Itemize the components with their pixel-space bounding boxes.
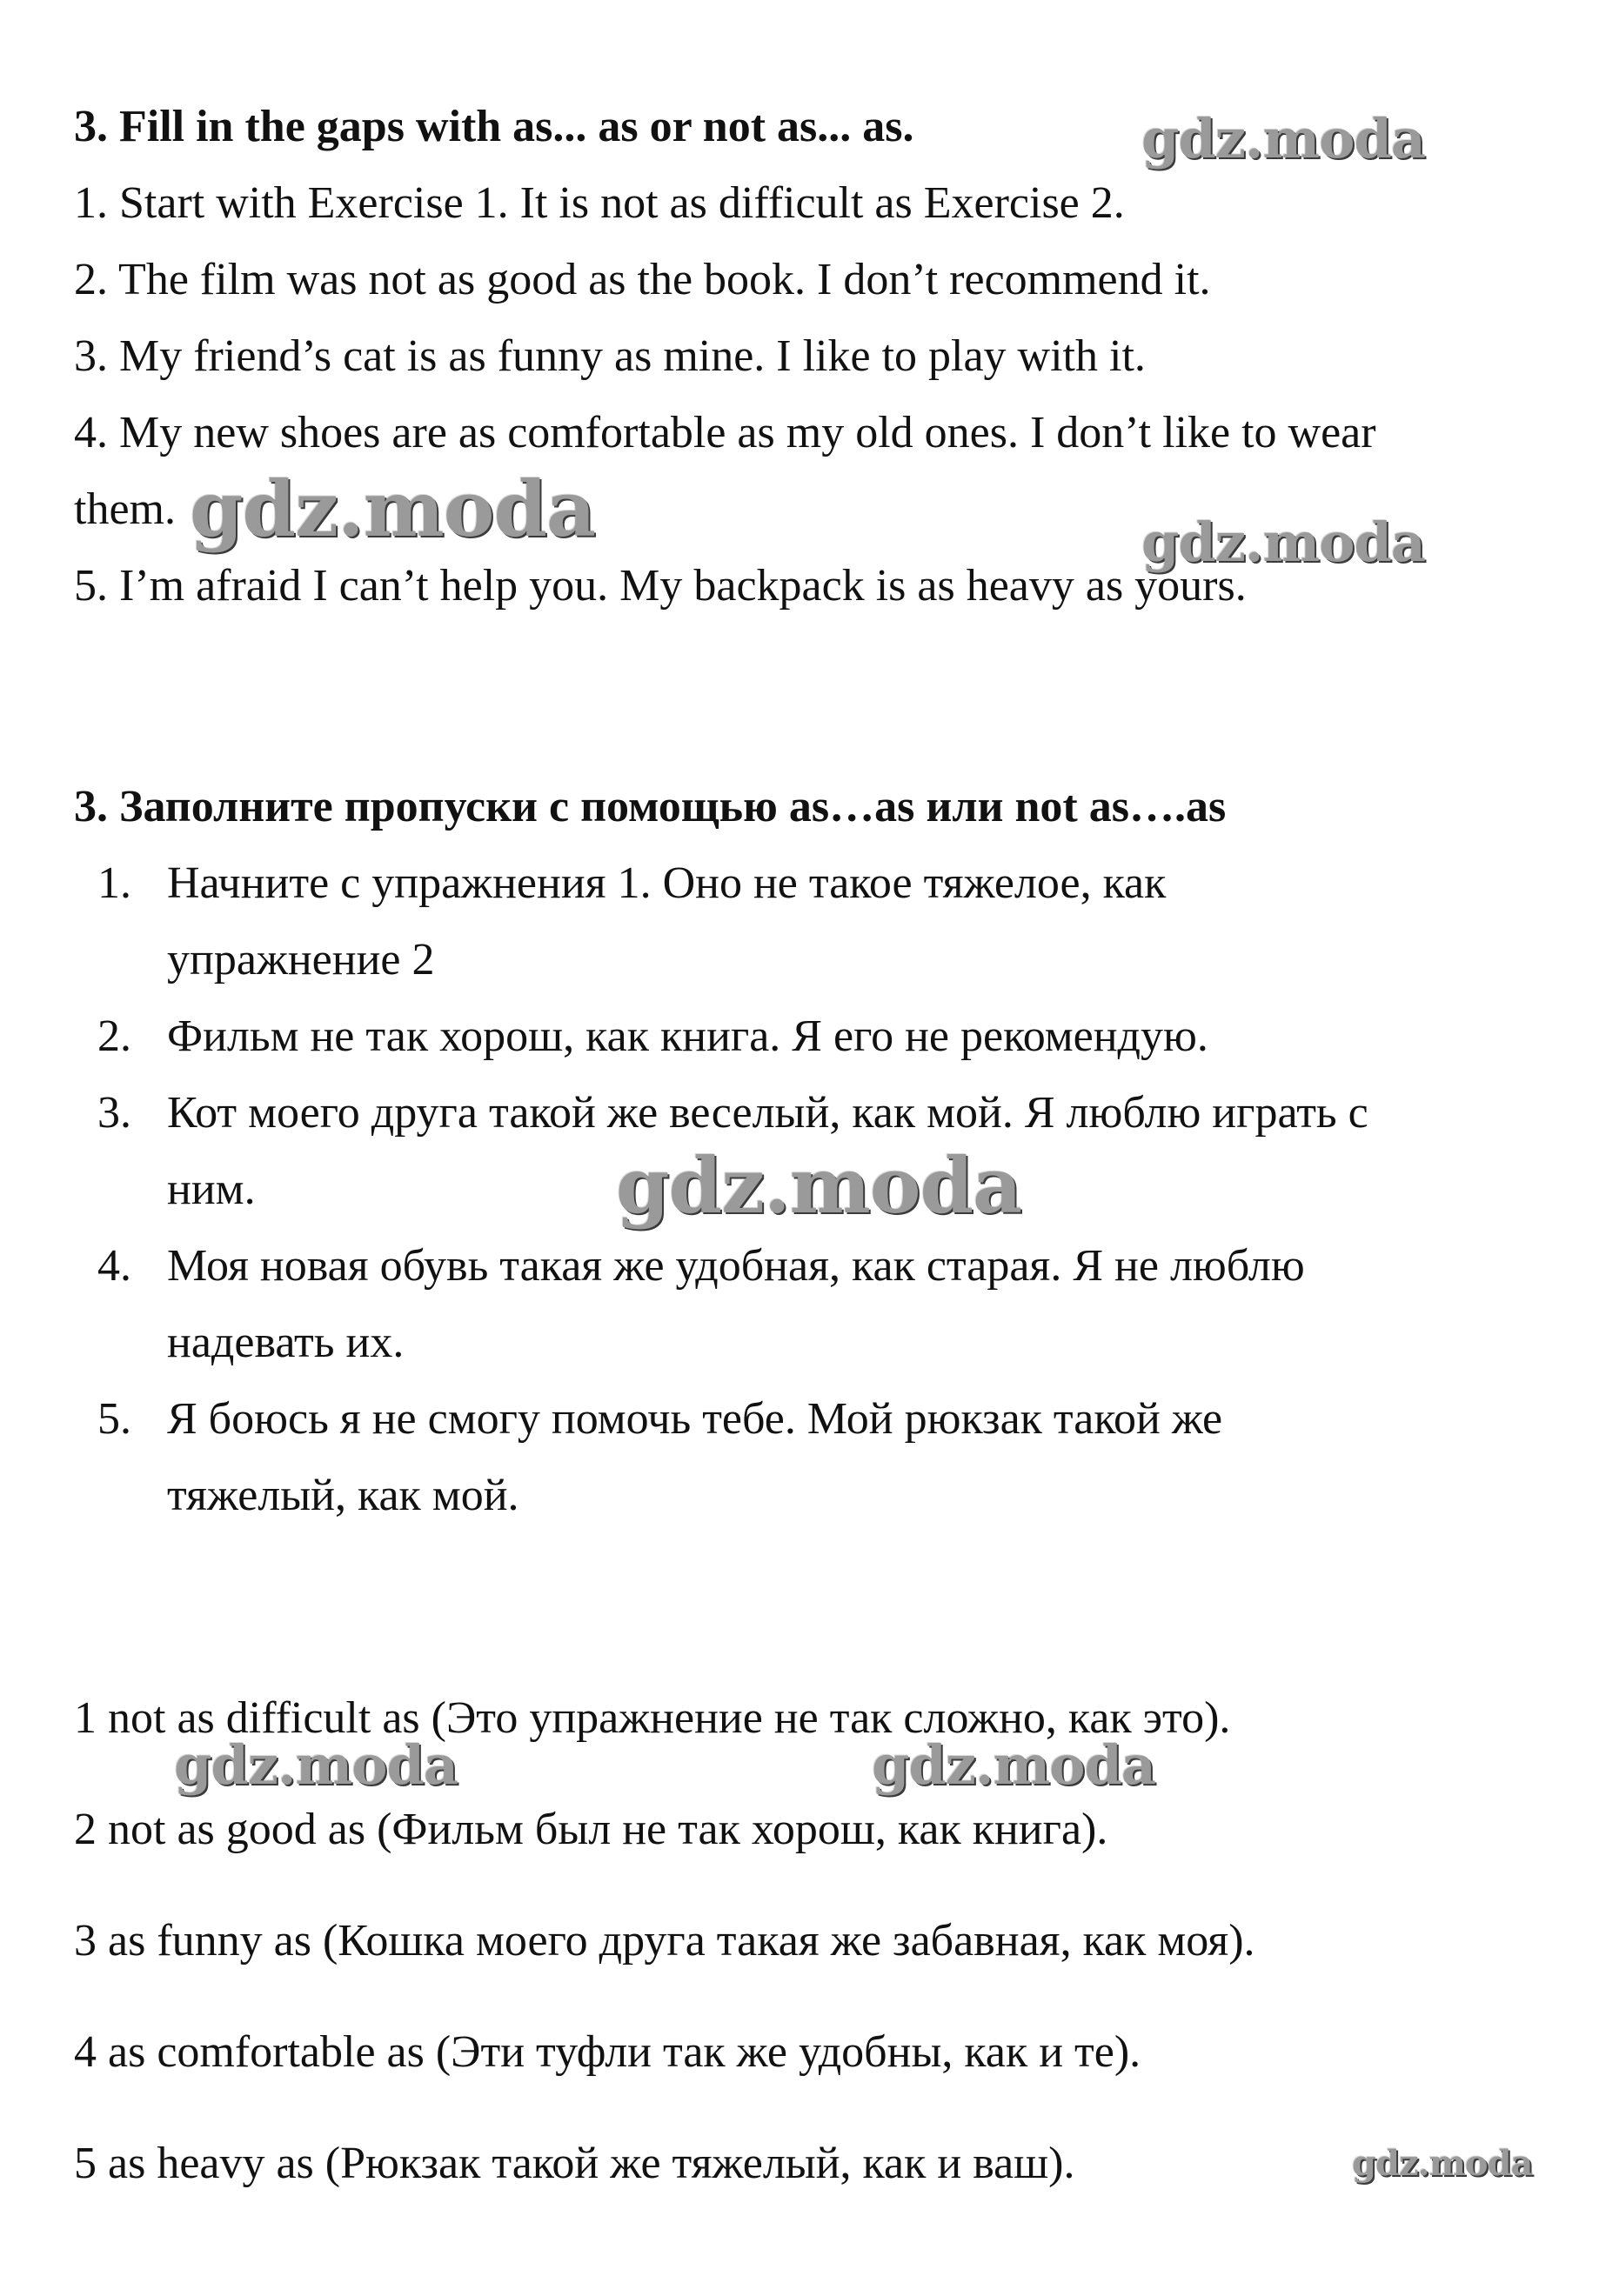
russian-item-5-line-2: тяжелый, как мой. — [167, 1471, 519, 1520]
russian-item-4-line-2: надевать их. — [167, 1318, 405, 1367]
russian-item-4-line-1: Моя новая обувь такая же удобная, как старая. Я не люблю — [167, 1241, 1305, 1291]
english-line-2: 2. The film was not as good as the book. I don’t recommend it. — [74, 255, 1211, 304]
watermark-logo: gdz.moda — [872, 1733, 1155, 1797]
english-line-1: 1. Start with Exercise 1. It is not as difficult as Exercise 2. — [74, 178, 1125, 228]
watermark-logo: gdz.moda — [1141, 511, 1425, 574]
answer-2: 2 not as good as (Фильм был не так хорош, как книга). — [74, 1805, 1108, 1854]
answer-5: 5 as heavy as (Рюкзак такой же тяжелый, как и ваш). — [74, 2139, 1075, 2188]
english-line-4-continued: them. — [74, 484, 176, 534]
english-line-4: 4. My new shoes are as comfortable as my old ones. I don’t like to wear — [74, 408, 1376, 457]
watermark-logo: gdz.moda — [616, 1140, 1022, 1231]
watermark-logo: gdz.moda — [174, 1733, 458, 1797]
russian-item-1-line-2: упражнение 2 — [167, 935, 435, 984]
russian-item-3-line-2: ним. — [167, 1165, 256, 1214]
russian-item-3-number: 3. — [97, 1088, 131, 1138]
russian-item-1-number: 1. — [97, 858, 131, 908]
russian-item-1-line-1: Начните с упражнения 1. Оно не такое тяжелое, как — [167, 858, 1167, 908]
answer-3: 3 as funny as (Кошка моего друга такая же забавная, как моя). — [74, 1916, 1255, 1966]
answer-1: 1 not as difficult as (Это упражнение не так сложно, как это). — [74, 1693, 1231, 1743]
russian-item-4-number: 4. — [97, 1241, 131, 1291]
watermark-logo: gdz.moda — [1352, 2143, 1533, 2184]
russian-item-3-line-1: Кот моего друга такой же веселый, как мой. Я люблю играть с — [167, 1088, 1368, 1138]
russian-item-2-line-1: Фильм не так хорош, как книга. Я его не рекомендую. — [167, 1011, 1208, 1061]
answer-4: 4 as comfortable as (Эти туфли так же удобны, как и те). — [74, 2027, 1141, 2077]
russian-item-5-number: 5. — [97, 1394, 131, 1444]
watermark-logo: gdz.moda — [1141, 107, 1425, 170]
english-heading: 3. Fill in the gaps with as... as or not as... as. — [74, 102, 914, 151]
russian-heading: 3. Заполните пропуски с помощью as…as или not as….as — [74, 782, 1227, 831]
watermark-logo: gdz.moda — [190, 464, 596, 554]
english-line-3: 3. My friend’s cat is as funny as mine. I like to play with it. — [74, 331, 1146, 381]
english-line-5: 5. I’m afraid I can’t help you. My backpack is as heavy as yours. — [74, 561, 1247, 611]
russian-item-5-line-1: Я боюсь я не смогу помочь тебе. Мой рюкзак такой же — [167, 1394, 1223, 1444]
russian-item-2-number: 2. — [97, 1011, 131, 1061]
